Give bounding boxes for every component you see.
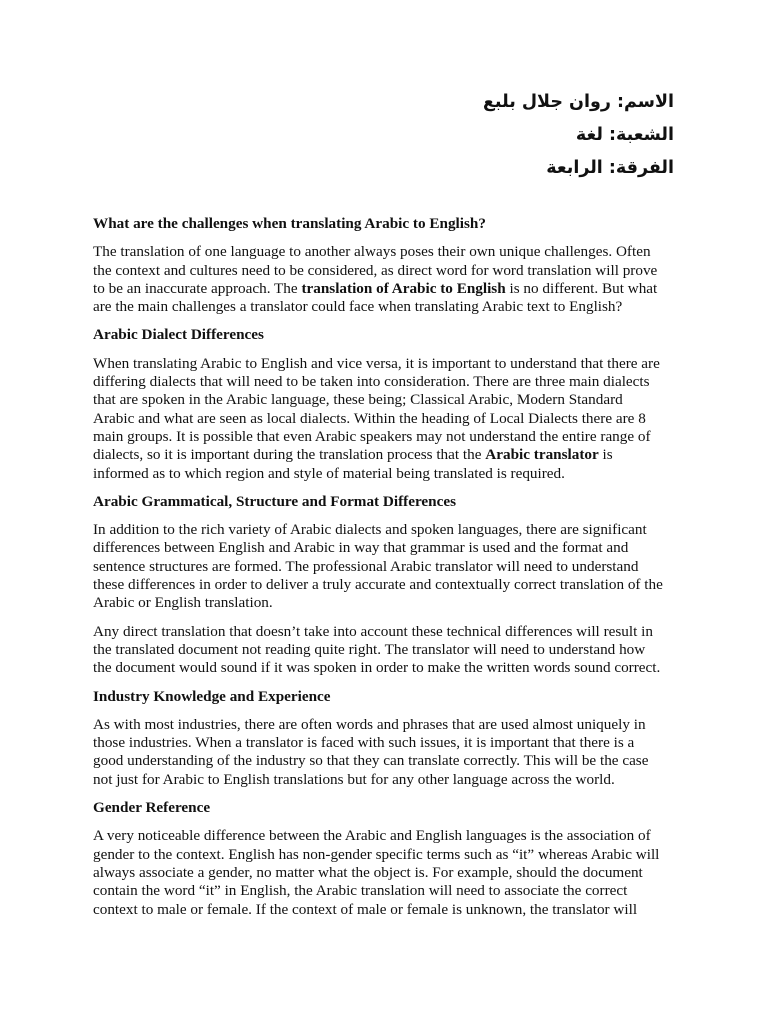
text-line: main groups. It is possible that even Arabic speakers may not understand the entire range of bbox=[93, 427, 651, 445]
text-line: that are spoken in the Arabic language, these being; Classical Arabic, Modern Standard bbox=[93, 391, 623, 409]
text-line: Arabic or English translation. bbox=[93, 594, 273, 612]
text-line: always associate a gender, no matter what the object is. For example, should the document bbox=[93, 863, 643, 881]
text-line bbox=[93, 446, 678, 464]
dialect-paragraph bbox=[93, 355, 678, 483]
section-heading-gender: Gender Reference bbox=[93, 799, 211, 817]
intro-paragraph bbox=[93, 243, 678, 316]
student-year-line: الفرقة: الرابعة bbox=[546, 158, 674, 178]
bold-phrase: translation of Arabic to English bbox=[301, 279, 506, 297]
grammar-paragraph bbox=[93, 521, 678, 612]
document-body bbox=[93, 215, 678, 929]
text-line: context to male or female. If the context of male or female is unknown, the translator will bbox=[93, 900, 638, 918]
text-run: is bbox=[598, 446, 613, 464]
text-line: In addition to the rich variety of Arabic dialects and spoken languages, there are significant bbox=[93, 521, 647, 539]
section-heading-dialect: Arabic Dialect Differences bbox=[93, 326, 264, 344]
text-line: Arabic and what are seen as local dialects. Within the heading of Local Dialects there are 8 bbox=[93, 409, 646, 427]
text-line: A very noticeable difference between the Arabic and English languages is the association of bbox=[93, 827, 651, 845]
text-line: the translated document not reading quite right. The translator will need to understand how bbox=[93, 640, 646, 658]
gender-paragraph bbox=[93, 827, 678, 918]
text-line: When translating Arabic to English and vice versa, it is important to understand that there are bbox=[93, 354, 660, 372]
text-line: contain the word “it” in English, the Arabic translation will need to associate the correct bbox=[93, 882, 628, 900]
text-line: differences between English and Arabic in way that grammar is used and the format and bbox=[93, 539, 629, 557]
student-name-line: الاسم: روان جلال بلبع bbox=[482, 92, 674, 112]
bold-phrase: Arabic translator bbox=[485, 446, 599, 464]
text-line bbox=[93, 280, 678, 298]
text-run: is no different. But what bbox=[505, 279, 658, 297]
industry-paragraph bbox=[93, 716, 678, 789]
section-heading-industry: Industry Knowledge and Experience bbox=[93, 687, 331, 705]
text-line: the context and cultures need to be considered, as direct word for word translation will prove bbox=[93, 261, 658, 279]
text-line: good understanding of the industry so that they can translate correctly. This will be the case bbox=[93, 752, 649, 770]
text-line: sentence structures are formed. The professional Arabic translator will need to understand bbox=[93, 557, 639, 575]
text-line: the document would sound if it was spoken in order to make the written words sound correct. bbox=[93, 659, 661, 677]
text-line: As with most industries, there are often words and phrases that are used almost uniquely in bbox=[93, 715, 646, 733]
text-line: those industries. When a translator is faced with such issues, it is important that there is a bbox=[93, 734, 635, 752]
text-line: Any direct translation that doesn’t take into account these technical differences will result in bbox=[93, 622, 653, 640]
text-line: The translation of one language to another always poses their own unique challenges. Often bbox=[93, 243, 651, 261]
text-run: to be an inaccurate approach. The bbox=[93, 279, 302, 297]
text-run: dialects, so it is important during the translation process that the bbox=[93, 446, 486, 464]
text-line: gender to the context. English has non-gender specific terms such as “it” whereas Arabic will bbox=[93, 845, 660, 863]
direct-translation-paragraph bbox=[93, 623, 678, 678]
student-info-header bbox=[483, 86, 674, 185]
document-title: What are the challenges when translating Arabic to English? bbox=[93, 215, 486, 232]
text-line: differing dialects that will need to be taken into consideration. There are three main dialects bbox=[93, 373, 650, 391]
text-line: informed as to which region and style of material being translated is required. bbox=[93, 464, 565, 482]
text-line: not just for Arabic to English translations but for any other language across the world. bbox=[93, 770, 615, 788]
text-line: these differences in order to deliver a truly accurate and contextually correct translation of the bbox=[93, 576, 663, 594]
student-division-line: الشعبة: لغة bbox=[575, 125, 674, 145]
section-heading-grammar: Arabic Grammatical, Structure and Format Differences bbox=[93, 492, 457, 510]
text-line: are the main challenges a translator could face when translating Arabic text to English? bbox=[93, 298, 623, 316]
